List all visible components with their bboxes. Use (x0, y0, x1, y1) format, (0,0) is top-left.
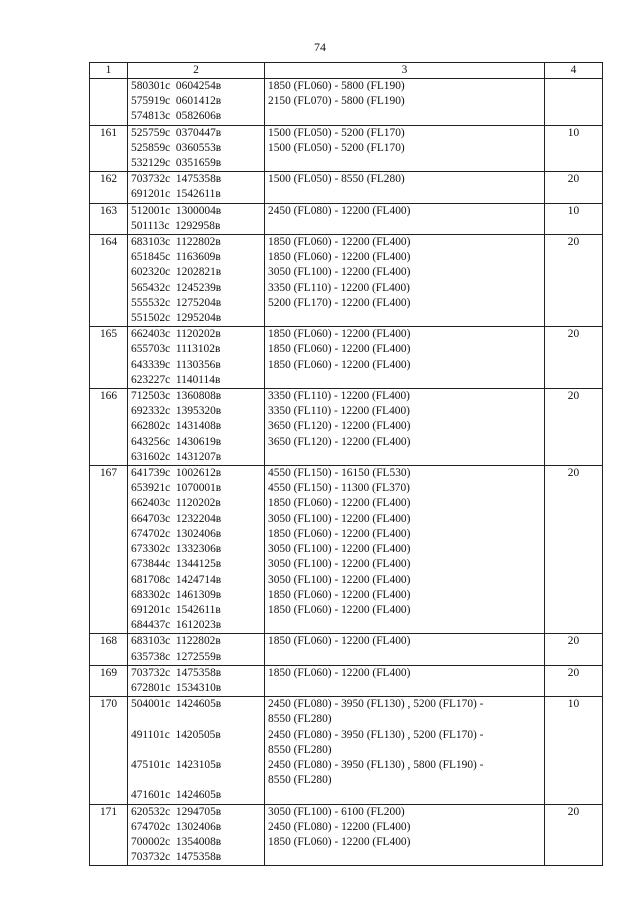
altitude-line: 1850 (FL060) - 12200 (FL400) (268, 666, 411, 679)
altitude-line: 3350 (FL110) - 12200 (FL400) (268, 390, 410, 403)
table-row (90, 327, 603, 389)
coordinate-line (131, 743, 261, 758)
coordinates-cell (128, 172, 265, 203)
altitude-line: 1850 (FL060) - 12200 (FL400) (268, 251, 411, 264)
row-number (90, 79, 128, 126)
coordinate-line: 532129c 0351659в (131, 157, 222, 170)
coordinate-line: 674702c 1302406в (131, 527, 222, 540)
altitude-cell (265, 235, 545, 327)
coordinate-line: 683302c 1461309в (131, 588, 222, 601)
altitude-cell (265, 79, 545, 126)
altitude-line: 3050 (FL100) - 12200 (FL400) (268, 266, 411, 279)
coordinate-line: 662403c 1120202в (131, 497, 221, 510)
coordinate-line: 691201c 1542611в (131, 188, 221, 201)
category-cell: 20 (545, 235, 603, 327)
category-cell (545, 79, 603, 126)
coordinates-cell (128, 203, 265, 234)
altitude-line: 1850 (FL060) - 12200 (FL400) (268, 497, 411, 510)
altitude-line: 8550 (FL280) (268, 774, 332, 787)
table-row (90, 634, 603, 665)
row-number: 166 (90, 389, 128, 466)
coordinate-line: 673844c 1344125в (131, 558, 222, 571)
header-col-4: 4 (545, 63, 603, 79)
altitude-cell (265, 203, 545, 234)
coordinate-line: 525859c 0360553в (131, 141, 222, 154)
altitude-line: 3350 (FL110) - 12200 (FL400) (268, 281, 410, 294)
altitude-cell (265, 697, 545, 804)
coordinate-line: 651845c 1163609в (131, 251, 221, 264)
coordinate-line: 565432c 1245239в (131, 281, 222, 294)
header-col-2: 2 (128, 63, 265, 79)
row-number: 169 (90, 665, 128, 696)
coordinate-line: 662802c 1431408в (131, 420, 222, 433)
coordinates-cell (128, 466, 265, 634)
row-number: 165 (90, 327, 128, 389)
coordinate-line: 664703c 1232204в (131, 512, 222, 525)
row-number: 168 (90, 634, 128, 665)
coordinates-cell (128, 79, 265, 126)
category-cell: 20 (545, 634, 603, 665)
altitude-line: 4550 (FL150) - 16150 (FL530) (268, 467, 411, 480)
altitude-cell (265, 466, 545, 634)
coordinate-line: 691201c 1542611в (131, 603, 221, 616)
coordinate-line: 471601c 1424605в (131, 789, 222, 802)
altitude-line: 1500 (FL050) - 8550 (FL280) (268, 173, 405, 186)
coordinate-line: 475101c 1423105в (131, 758, 222, 771)
altitude-line: 2450 (FL080) - 12200 (FL400) (268, 204, 411, 217)
table-row (90, 172, 603, 203)
category-cell: 20 (545, 172, 603, 203)
coordinate-line: 700002c 1354008в (131, 835, 222, 848)
altitude-line: 1850 (FL060) - 12200 (FL400) (268, 328, 411, 341)
altitude-cell (265, 634, 545, 665)
coordinate-line: 574813c 0582606в (131, 110, 222, 123)
altitude-line: 8550 (FL280) (268, 743, 332, 756)
table-body (90, 79, 603, 866)
table-row (90, 79, 603, 126)
coordinate-line: 673302c 1332306в (131, 543, 222, 556)
coordinate-line: 620532c 1294705в (131, 805, 222, 818)
altitude-line: 1850 (FL060) - 12200 (FL400) (268, 527, 411, 540)
table-row (90, 665, 603, 696)
coordinate-line: 580301c 0604254в (131, 80, 222, 92)
coordinate-line: 501113c 1292958в (131, 219, 221, 232)
altitude-line: 3050 (FL100) - 12200 (FL400) (268, 543, 411, 556)
category-cell: 20 (545, 327, 603, 389)
coordinates-cell (128, 327, 265, 389)
altitude-line: 1850 (FL060) - 12200 (FL400) (268, 835, 411, 848)
row-number: 161 (90, 125, 128, 172)
coordinate-line: 631602c 1431207в (131, 450, 222, 463)
table-row (90, 697, 603, 804)
altitude-cell (265, 389, 545, 466)
coordinate-line: 662403c 1120202в (131, 328, 221, 341)
altitude-line: 3350 (FL110) - 12200 (FL400) (268, 405, 410, 418)
coordinate-line: 683103c 1122802в (131, 236, 221, 249)
altitude-cell (265, 172, 545, 203)
table-row (90, 389, 603, 466)
altitude-line: 4550 (FL150) - 11300 (FL370) (268, 482, 410, 495)
category-cell: 10 (545, 697, 603, 804)
table-row (90, 466, 603, 634)
altitude-line: 2450 (FL080) - 3950 (FL130) , 5200 (FL170) - (268, 728, 484, 741)
altitude-line: 5200 (FL170) - 12200 (FL400) (268, 296, 411, 309)
row-number: 167 (90, 466, 128, 634)
coordinate-line: 703732c 1475358в (131, 173, 222, 186)
coordinate-line: 491101c 1420505в (131, 728, 221, 741)
row-number: 170 (90, 697, 128, 804)
row-number: 164 (90, 235, 128, 327)
altitude-line: 1500 (FL050) - 5200 (FL170) (268, 126, 405, 139)
altitude-cell (265, 125, 545, 172)
category-cell: 20 (545, 665, 603, 696)
coordinate-line: 643339c 1130356в (131, 358, 221, 371)
coordinate-line: 681708c 1424714в (131, 573, 222, 586)
coordinate-line: 555532c 1275204в (131, 296, 222, 309)
coordinate-line: 684437c 1612023в (131, 619, 222, 632)
altitude-line: 2450 (FL080) - 3950 (FL130) , 5200 (FL170) - (268, 698, 484, 711)
coordinate-line: 712503c 1360808в (131, 390, 222, 403)
coordinates-cell (128, 389, 265, 466)
coordinates-cell (128, 235, 265, 327)
coordinate-line: 655703c 1113102в (131, 343, 221, 356)
row-number: 162 (90, 172, 128, 203)
altitude-cell (265, 665, 545, 696)
coordinate-line: 635738c 1272559в (131, 650, 222, 663)
altitude-line: 8550 (FL280) (268, 713, 332, 726)
coordinate-line: 602320c 1202821в (131, 266, 222, 279)
coordinate-line: 525759c 0370447в (131, 126, 222, 139)
coordinate-line: 683103c 1122802в (131, 635, 221, 648)
category-cell: 20 (545, 466, 603, 634)
airspace-table (89, 62, 603, 866)
coordinates-cell (128, 125, 265, 172)
coordinate-line: 641739c 1002612в (131, 467, 222, 480)
coordinate-line: 674702c 1302406в (131, 820, 222, 833)
table-row (90, 203, 603, 234)
coordinate-line: 672801c 1534310в (131, 681, 222, 694)
row-number: 163 (90, 203, 128, 234)
row-number: 171 (90, 804, 128, 866)
coordinate-line: 504001c 1424605в (131, 698, 222, 711)
altitude-line: 1850 (FL060) - 12200 (FL400) (268, 603, 411, 616)
header-col-3: 3 (265, 63, 545, 79)
altitude-cell (265, 327, 545, 389)
header-col-1: 1 (90, 63, 128, 79)
coordinates-cell (128, 804, 265, 866)
altitude-line: 1850 (FL060) - 5800 (FL190) (268, 80, 405, 92)
coordinate-line: 623227c 1140114в (131, 373, 221, 386)
table-row (90, 235, 603, 327)
altitude-line: 1500 (FL050) - 5200 (FL170) (268, 141, 405, 154)
coordinate-line: 692332c 1395320в (131, 405, 222, 418)
altitude-line: 3050 (FL100) - 12200 (FL400) (268, 512, 411, 525)
table-row (90, 804, 603, 866)
category-cell: 20 (545, 804, 603, 866)
coordinates-cell (128, 697, 265, 804)
altitude-line: 3050 (FL100) - 12200 (FL400) (268, 558, 411, 571)
altitude-line: 2150 (FL070) - 5800 (FL190) (268, 95, 405, 108)
coordinate-line: 575919c 0601412в (131, 95, 222, 108)
coordinate-line: 703732c 1475358в (131, 666, 222, 679)
altitude-line: 3650 (FL120) - 12200 (FL400) (268, 435, 411, 448)
coordinate-line (131, 712, 261, 727)
coordinate-line: 653921c 1070001в (131, 482, 222, 495)
altitude-line: 3050 (FL100) - 12200 (FL400) (268, 573, 411, 586)
altitude-line: 3650 (FL120) - 12200 (FL400) (268, 420, 411, 433)
altitude-line: 2450 (FL080) - 3950 (FL130) , 5800 (FL190) - (268, 758, 484, 771)
altitude-line: 3050 (FL100) - 6100 (FL200) (268, 805, 405, 818)
category-cell: 20 (545, 389, 603, 466)
altitude-line: 1850 (FL060) - 12200 (FL400) (268, 236, 411, 249)
altitude-line: 2450 (FL080) - 12200 (FL400) (268, 820, 411, 833)
altitude-line: 1850 (FL060) - 12200 (FL400) (268, 588, 411, 601)
header-row (90, 63, 603, 79)
altitude-cell (265, 804, 545, 866)
coordinates-cell (128, 634, 265, 665)
altitude-line: 1850 (FL060) - 12200 (FL400) (268, 358, 411, 371)
coordinate-line: 551502c 1295204в (131, 312, 222, 325)
coordinates-cell (128, 665, 265, 696)
altitude-line: 1850 (FL060) - 12200 (FL400) (268, 343, 411, 356)
page-number: 74 (314, 40, 326, 54)
altitude-line: 1850 (FL060) - 12200 (FL400) (268, 635, 411, 648)
coordinate-line: 512001c 1300004в (131, 204, 222, 217)
category-cell: 10 (545, 203, 603, 234)
coordinate-line (131, 773, 261, 788)
coordinate-line: 703732c 1475358в (131, 851, 222, 864)
table-row (90, 125, 603, 172)
coordinate-line: 643256c 1430619в (131, 435, 222, 448)
category-cell: 10 (545, 125, 603, 172)
